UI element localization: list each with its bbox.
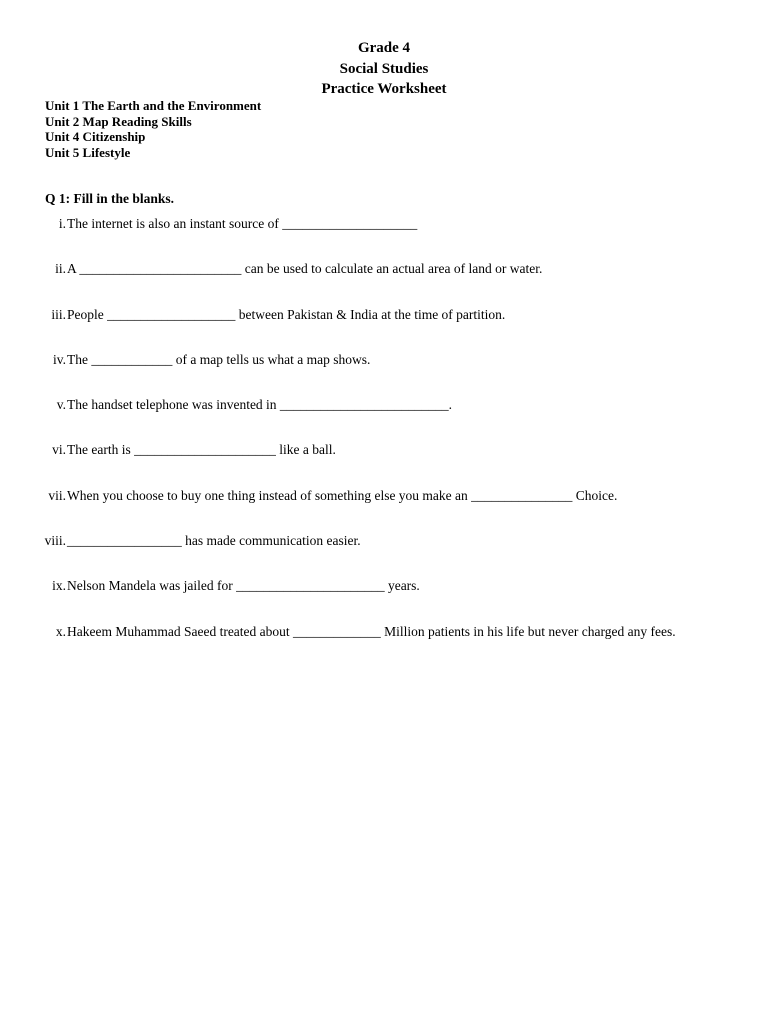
grade-heading: Grade 4 [357,40,411,56]
subject-heading: Social Studies [339,60,429,77]
item-number: i. [58,216,66,231]
item-text: The ____________ of a map tells us what a map shows. [67,352,371,367]
item-text: When you choose to buy one thing instead of something else you make an _______________ Choice. [67,488,618,503]
item-text: _________________ has made communication easier. [67,533,361,548]
item-number: v. [56,397,66,412]
item-number: vii. [48,488,66,503]
item-text: People ___________________ between Pakistan & India at the time of partition. [67,307,506,322]
question-title: Q 1: Fill in the blanks. [45,191,175,206]
item-text: A ________________________ can be used to calculate an actual area of land or water. [67,261,543,276]
item-text: The handset telephone was invented in _________________________. [67,397,453,412]
item-number: vi. [52,442,66,457]
unit-item: Unit 2 Map Reading Skills [45,113,192,129]
worksheet-title: Practice Worksheet [321,81,447,97]
unit-item: Unit 4 Citizenship [45,129,146,144]
worksheet-header [0,38,768,100]
unit-list [45,98,261,160]
item-number: ix. [52,578,66,593]
item-text: The earth is _____________________ like a ball. [67,442,336,457]
item-number: ii. [55,261,66,276]
item-number: viii. [44,533,66,548]
item-text: The internet is also an instant source of ____________________ [67,216,418,231]
unit-item: Unit 5 Lifestyle [45,144,131,160]
item-text: Hakeem Muhammad Saeed treated about _____________ Million patients in his life but never charged any fees. [67,624,676,639]
item-number: iii. [51,307,66,322]
item-number: iv. [53,352,66,367]
item-text: Nelson Mandela was jailed for ______________________ years. [67,578,420,593]
unit-item: Unit 1 The Earth and the Environment [45,98,262,113]
item-number: x. [55,624,66,639]
